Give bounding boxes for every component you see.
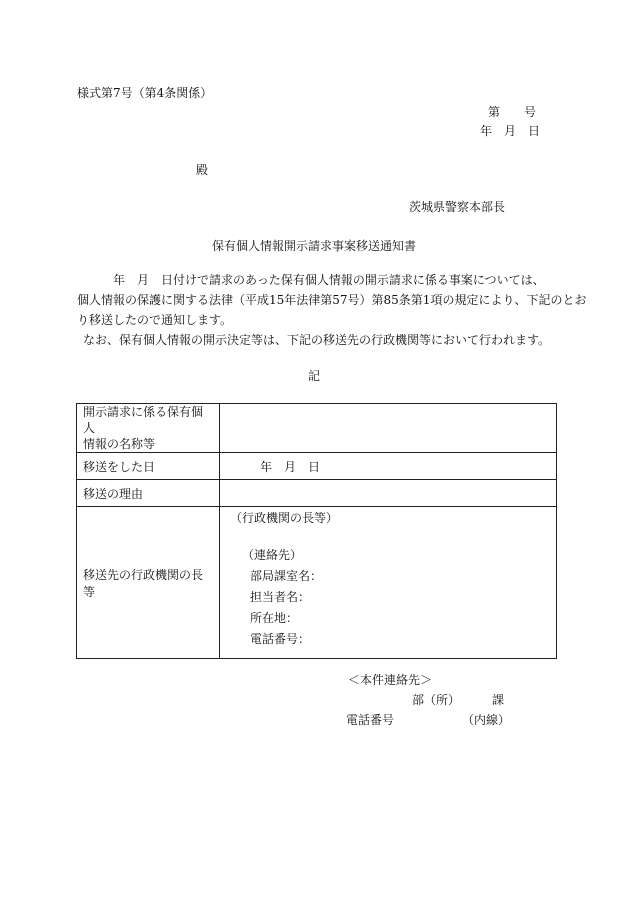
label-line: 開示請求に係る保有個人	[83, 405, 204, 435]
label-line: 情報の名称等	[83, 437, 156, 451]
body-text	[71, 270, 587, 350]
body-line: り移送したので通知します。	[77, 313, 233, 327]
department-field: 部局課室名：	[250, 569, 323, 583]
contact-section: 課	[492, 693, 505, 707]
info-name-label	[77, 404, 220, 453]
transfer-date-value	[220, 453, 557, 480]
transfer-date-text: 年 月 日	[260, 459, 321, 474]
person-field: 担当者名：	[250, 590, 311, 604]
contact-division: 部（所）	[412, 693, 461, 707]
document-number: 第 号	[488, 105, 537, 119]
destination-label: 移送先の行政機関の長等	[77, 507, 220, 659]
body-line: 個人情報の保護に関する法律（平成15年法律第57号）第85条第1項の規定により、下記のとお	[77, 293, 587, 307]
body-line: 年 月 日付けで請求のあった保有個人情報の開示請求に係る事案については、	[77, 273, 545, 287]
transfer-reason-value	[220, 480, 557, 507]
table-row	[77, 404, 557, 453]
transfer-date-label: 移送をした日	[77, 453, 220, 480]
phone-field: 電話番号：	[250, 632, 311, 646]
form-number: 様式第7号（第4条関係）	[77, 86, 213, 100]
table-row	[77, 507, 557, 659]
sender-name: 茨城県警察本部長	[409, 200, 506, 214]
contact-title: ＜本件連絡先＞	[348, 673, 433, 687]
body-line: なお、保有個人情報の開示決定等は、下記の移送先の行政機関等において行われます。	[71, 333, 551, 347]
transfer-reason-label: 移送の理由	[77, 480, 220, 507]
transfer-details-table	[76, 403, 557, 659]
destination-head: （行政機関の長等）	[230, 511, 339, 525]
address-field: 所在地：	[250, 611, 299, 625]
contact-heading: （連絡先）	[242, 548, 303, 562]
contact-phone: 電話番号	[346, 713, 395, 727]
info-name-value	[220, 404, 557, 453]
table-row	[77, 480, 557, 507]
recipient-honorific: 殿	[196, 163, 209, 177]
table-row	[77, 453, 557, 480]
issue-date: 年 月 日	[480, 124, 541, 138]
document-title: 保有個人情報開示請求事案移送通知書	[212, 239, 417, 253]
destination-value	[220, 507, 557, 659]
ki-marker: 記	[308, 369, 321, 383]
contact-extension: （内線）	[462, 713, 511, 727]
